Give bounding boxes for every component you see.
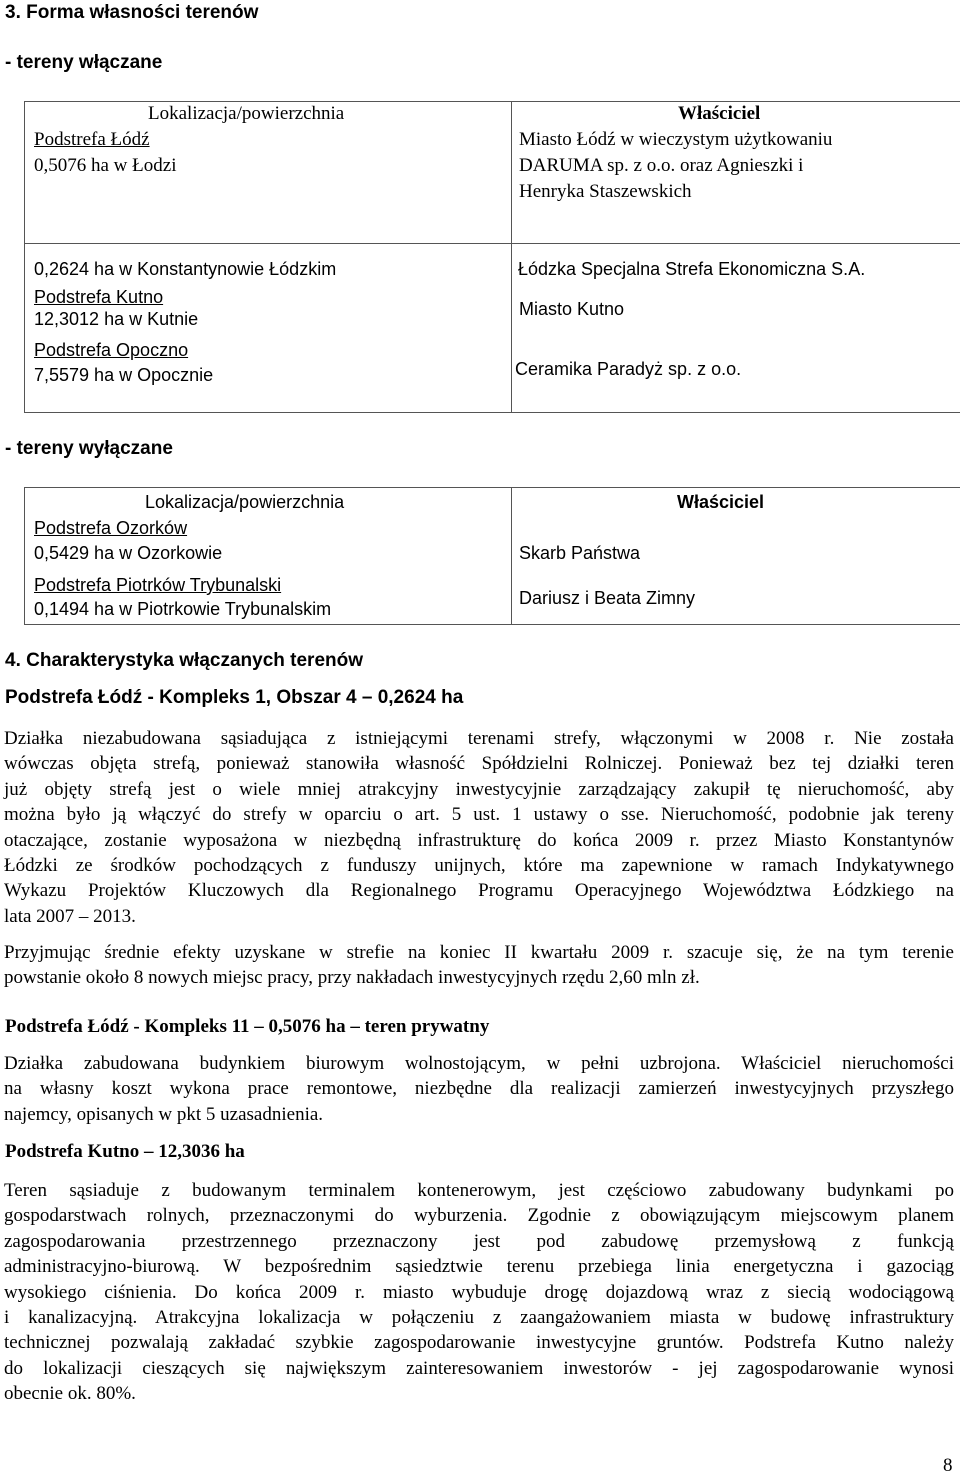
table1-row3-owner: Miasto Kutno bbox=[519, 299, 625, 319]
table1-row4-owner: Ceramika Paradyż sp. z o.o. bbox=[515, 359, 742, 379]
subsection-lodz-1-paragraph-2: Przyjmując średnie efekty uzyskane w strefie na koniec II kwartału 2009 r. szacuje się, że na tym terenie powstanie około 8 nowych miejsc pracy, przy nakładach inwestycyjnych rzędu 2,60 mln zł. bbox=[4, 942, 954, 989]
subsection-lodz-11-paragraph: Działka zabudowana budynkiem biurowym wolnostojącym, w pełni uzbrojona. Właściciel nieruchomości na własny koszt wykona prace remontowe, niezbędne dla realizacji zamierzeń inwestycyjnych przyszłego najemcy, opisanych w pkt 5 uzasadnienia. bbox=[4, 1053, 954, 1125]
subsection-lodz-11-heading: Podstrefa Łódź - Kompleks 11 – 0,5076 ha – teren prywatny bbox=[5, 1016, 490, 1037]
excluded-lands-label: - tereny wyłączane bbox=[5, 438, 173, 459]
table1-row3-name: Podstrefa Kutno bbox=[34, 287, 164, 307]
section-4-title: 4. Charakterystyka włączanych terenów bbox=[5, 650, 364, 671]
subsection-lodz-1-heading: Podstrefa Łódź - Kompleks 1, Obszar 4 – 0,2624 ha bbox=[5, 687, 464, 708]
subsection-lodz-1-paragraph-1: Działka niezabudowana sąsiadująca z istniejącymi terenami strefy, włączonymi w 2008 r. Nie została wówczas objęta strefą, ponieważ stanowiła własność Spółdzielni Rolniczej. Ponieważ bez tej działki teren już objęty strefą jest o wiele mniej atrakcyjny inwestycyjnie zarządzający zakupił tę nieruchomość, aby można było ją włączyć do strefy w oparciu o art. 5 ust. 1 ustawy o sse. Nieruchomość, podobnie jak tereny otaczające, zostanie wyposażona w niezbędną infrastrukturę do końca 2009 r. przez Miasto Konstantynów Łódzki ze środków pochodzących z funduszy unijnych, które ma zapewnione w ramach Indykatywnego Wykazu Projektów Kluczowych dla Regionalnego Programu Operacyjnego Województwa Łódzkiego na lata 2007 – 2013. bbox=[4, 728, 954, 927]
table1-row1-owner-line3: Henryka Staszewskich bbox=[519, 181, 692, 202]
table1-row4-name: Podstrefa Opoczno bbox=[34, 340, 189, 360]
table1-row2-owner: Łódzka Specjalna Strefa Ekonomiczna S.A. bbox=[518, 259, 866, 279]
table1-row1-name: Podstrefa Łódź bbox=[34, 129, 150, 150]
subsection-kutno-paragraph: Teren sąsiaduje z budowanym terminalem kontenerowym, jest częściowo zabudowany budynkami po gospodarstwach rolnych, przeznaczonymi do wyburzenia. Zgodnie z obowiązującym miejscowym planem zagospodarowania przestrzennego przeznaczony jest pod zabudowę przemysłową z funkcją administracyjno-biurową. W bezpośrednim sąsiedztwie terenu przebiega linia energetyczna i gazociąg wysokiego ciśnienia. Do końca 2009 r. miasto wybuduje drogę dojazdową wraz z siecią wodociągową i kanalizacyjną. Atrakcyjna lokalizacja w połączeniu z zaangażowaniem miasta w budowę infrastruktury technicznej pozwalają zakładać szybkie zagospodarowanie inwestycyjne gruntów. Podstrefa Kutno należy do lokalizacji cieszących się największym zainteresowaniem inwestorów - jej zagospodarowanie wynosi obecnie ok. 80%. bbox=[4, 1180, 954, 1405]
section-3-title: 3. Forma własności terenów bbox=[5, 2, 259, 23]
table1-row4-area: 7,5579 ha w Opocznie bbox=[34, 365, 214, 385]
table2-header-owner: Właściciel bbox=[677, 492, 765, 512]
table2-row2-name: Podstrefa Piotrków Trybunalski bbox=[34, 575, 282, 595]
table1-row1-owner-line1: Miasto Łódź w wieczystym użytkowaniu bbox=[519, 129, 833, 150]
table1-row1-area: 0,5076 ha w Łodzi bbox=[34, 155, 177, 176]
table1-row3-area: 12,3012 ha w Kutnie bbox=[34, 309, 199, 329]
table2-row1-area: 0,5429 ha w Ozorkowie bbox=[34, 543, 223, 563]
page-number: 8 bbox=[943, 1455, 953, 1476]
table2-header-location: Lokalizacja/powierzchnia bbox=[145, 492, 345, 512]
table2-row1-owner: Skarb Państwa bbox=[519, 543, 641, 563]
table2-row2-area: 0,1494 ha w Piotrkowie Trybunalskim bbox=[34, 599, 332, 619]
table1-header-location: Lokalizacja/powierzchnia bbox=[148, 103, 345, 124]
table1-row2-area: 0,2624 ha w Konstantynowie Łódzkim bbox=[34, 259, 337, 279]
subsection-kutno-heading: Podstrefa Kutno – 12,3036 ha bbox=[5, 1141, 245, 1162]
table1-row1-owner-line2: DARUMA sp. z o.o. oraz Agnieszki i bbox=[519, 155, 804, 176]
included-lands-label: - tereny włączane bbox=[5, 52, 163, 73]
table2-row2-owner: Dariusz i Beata Zimny bbox=[519, 588, 696, 608]
table2-row1-name: Podstrefa Ozorków bbox=[34, 518, 188, 538]
table1-header-owner: Właściciel bbox=[678, 103, 761, 124]
